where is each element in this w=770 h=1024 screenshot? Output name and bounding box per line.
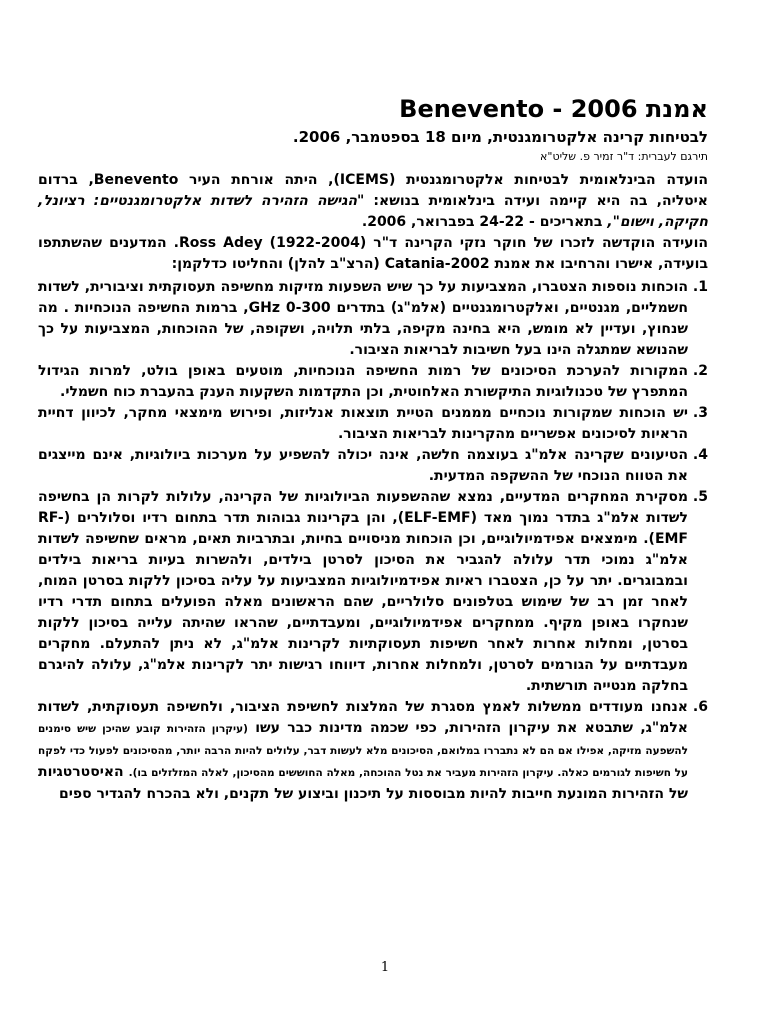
list-item <box>38 277 708 361</box>
item-text: הטיעונים שקרינה אלמ"ג בעוצמה חלשה, אינה יכולה להשפיע על מערכות ביולוגיות, אינם מייצגים את הטווח הנוכחי של ההשקפה המדעית. <box>38 447 688 484</box>
intro-paragraph <box>38 170 708 233</box>
intro-text: הועדה הבינלאומית לבטיחות אלקטרומגנטית (ICEMS), היתה אורחת העיר Benevento, ברדום איטליה, בה היא קיימה ועידה בינלאומית בנושא: <box>38 172 708 209</box>
list-item <box>38 445 708 487</box>
document-body <box>38 170 708 805</box>
item-number: 2. <box>692 363 708 379</box>
conference-theme: "הגישה הזהירה לשדות אלקטרומגנטיים: רציונל, חקיקה, וישום", <box>38 193 708 230</box>
item-text: אנחנו מעודדים ממשלות לאמץ מסגרת של המלצות לחשיפת הציבור, ולחשיפה תעסוקתית, לשדות אלמ"ג, שתבטא את עיקרון הזהירות, כפי שכמה מדינות כבר עשו <box>38 699 688 736</box>
page-number: 1 <box>380 960 390 975</box>
item-text: המקורות להערכת הסיכונים של רמות החשיפה הנוכחיות, מוטעים באופן בולט, למרות הגידול המתפרץ של טכנולוגיות התיקשורת האלחוטית, וכן התקדמות השקעות הענק בהעברת כוח חשמלי. <box>38 363 688 400</box>
list-item <box>38 361 708 403</box>
item-number: 1. <box>692 279 708 295</box>
list-item <box>38 697 708 805</box>
item-text: הוכחות נוספות הצטברו, המצביעות על כך שיש השפעות מזיקות מחשיפה תעסוקתית וציבורית, לשדות חשמליים, מגנטיים, ואלקטרומגנטיים (אלמ"ג) בתדרים 0-300 GHz, ברמות החשיפה הנוכחיות . מה שנחוץ, ועדיין לא מומש, היא בחינה מקיפה, בלתי תלויה, ושקופה, של ההוכחות, המצביעות על כך שהנושא שמתגלה הינו בעל חשיבות לבריאות הציבור. <box>38 279 688 358</box>
item-number: 3. <box>692 405 708 421</box>
item-text-continued: האיסטרטגיות של הזהירות המונעת חייבות להיות מבוססות על תיכנון וביצוע של תקנים, ולא בהכרח להגדיר ספים <box>38 764 688 802</box>
item-number: 6. <box>692 699 708 715</box>
precaution-note: (עיקרון הזהירות קובע שהיכן שיש סימנים להשפעה מזיקה, אפילו אם הם לא נתבררו במלואם, הסיכונים מלא לעשות דבר, עלולים להיות הרבה יותר, מהסיכונים לפעול כדי לפקח על חשיפות לגורמים כאלה. עיקרון הזהירות מעביר את נטל ההוכחה, מאלה החוששים מהסיכון, לאלה המזלזלים בו). <box>38 723 689 779</box>
list-item <box>38 487 708 697</box>
list-item <box>38 403 708 445</box>
translator-credit: תירגם לעברית: ד"ר זמיר פ. שליט"א <box>540 150 708 163</box>
intro-dates: בתאריכים - 24-22 בפברואר, 2006. <box>361 214 608 230</box>
item-text: יש הוכחות שמקורות נוכחיים מממנים הטיית תוצאות אנליזות, ופירוש מימצאי מחקר, לכיוון דחיית הראיות לסיכונים אפשריים מהקרינות לבריאות הציבור. <box>38 405 688 442</box>
item-text: מסקירת המחקרים המדעיים, נמצא שההשפעות הביולוגיות של הקרינה, עלולות לקרות הן בחשיפה לשדות אלמ"ג בתדר נמוך מאד (ELF-EMF), והן בקרינות גבוהות תדר בתחום רדיו וסלולרים (RF-EMF). מימצאים אפידמיולוגיים, וכן הוכחות מניסויים בחיות, ובתרביות תאים, מראים שחשיפה לשדות אלמ"ג נמוכי תדר עלולה להגביר את הסיכון לסרטן בילדים, ולהשרות בעיות בריאות בילדים ובמבוגרים. יתר על כן, הצטברו ראיות אפידמיולוגיות המצביעות על עליה בסיכון ללקות בסרטן המוח, לאחר זמן רב של שימוש בטלפונים סלולריים, שהם הראשונים מאלה הפועלים בתחום תדרי רדיו שנחקרו באופן מקיף. ממחקרים אפידמיולוגיים, ומעבדתיים, שהראו שהיתה עלייה בסיכון ללקות בסרטן, ומחלות אחרות לאחר חשיפות תעסוקתיות לקרינות אלמ"ג, לא ניתן להתעלם. מחקרים מעבדתיים על הגורמים לסרטן, ולמחלות אחרות, דיווחו רגישות יתר לקרינות אלמ"ג, עלולה להיגרם בחלקה מנטייה תורשתית. <box>38 489 688 694</box>
resolutions-list <box>38 277 708 805</box>
document-subtitle: לבטיחות קרינה אלקטרומגנטית, מיום 18 בספטמבר, 2006. <box>292 128 708 146</box>
document-title: Benevento - 2006 אמנת <box>399 95 708 123</box>
item-number: 4. <box>692 447 708 463</box>
dedication-paragraph: הועידה הוקדשה לזכרו של חוקר נזקי הקרינה ד"ר Ross Adey (1922-2004). המדענים שהשתתפו בועידה, אישרו והרחיבו את אמנת Catania-2002 (הרצ"ב להלן) והחליטו כדלקמן: <box>38 235 709 272</box>
item-number: 5. <box>692 489 708 505</box>
